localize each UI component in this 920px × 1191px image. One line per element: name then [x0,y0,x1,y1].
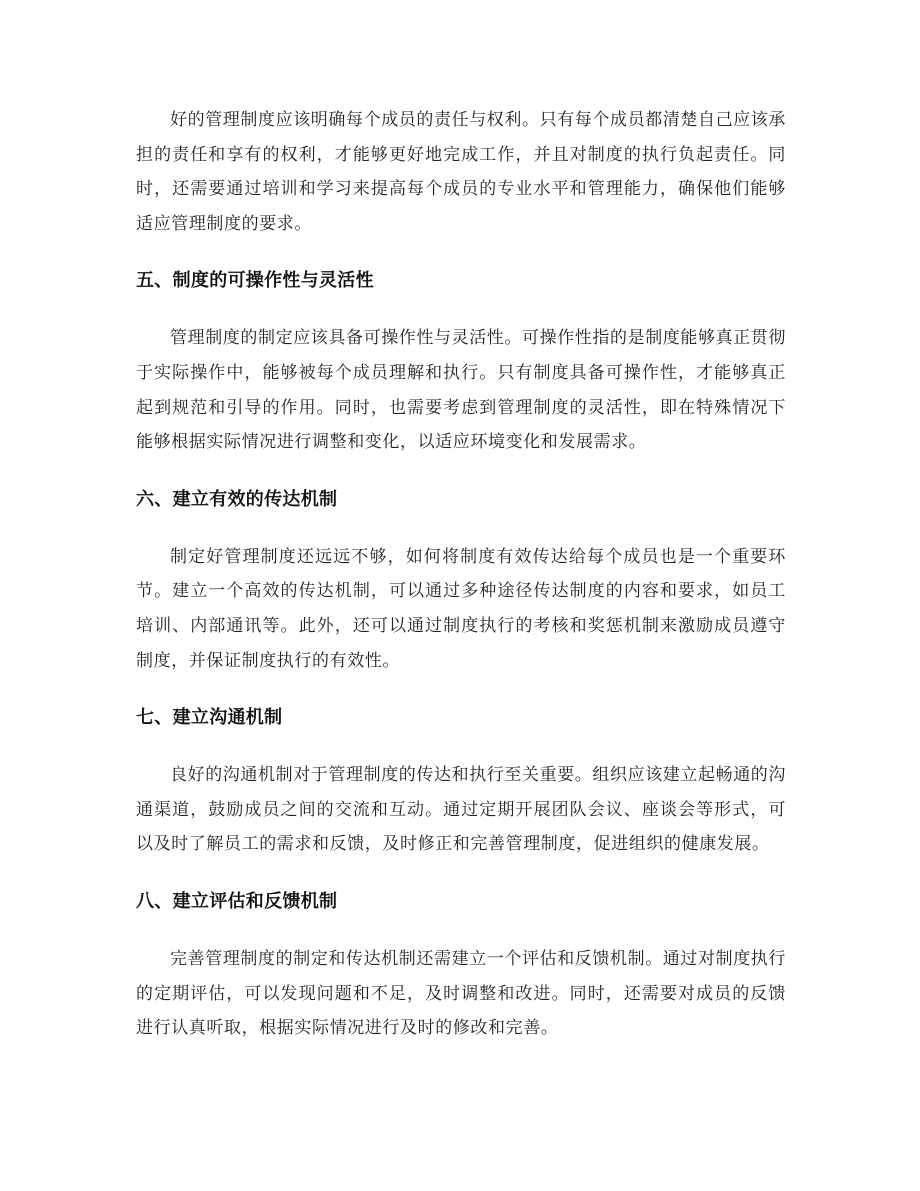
section-heading-5: 五、制度的可操作性与灵活性 [136,270,374,292]
section-body-5: 管理制度的制定应该具备可操作性与灵活性。可操作性指的是制度能够真正贯彻于实际操作中，能够被每个成员理解和执行。只有制度具备可操作性，才能够真正起到规范和引导的作用。同时，也需要考虑到管理制度的灵活性，即在特殊情况下能够根据实际情况进行调整和变化，以适应环境变化和发展需求。 [136,328,786,453]
section-heading-7: 七、建立沟通机制 [136,707,283,729]
section-heading-8: 八、建立评估和反馈机制 [136,890,338,912]
section-body-7: 良好的沟通机制对于管理制度的传达和执行至关重要。组织应该建立起畅通的沟通渠道，鼓励成员之间的交流和互动。通过定期开展团队会议、座谈会等形式，可以及时了解员工的需求和反馈，及时修正和完善管理制度，促进组织的健康发展。 [136,765,786,855]
section-body-8: 完善管理制度的制定和传达机制还需建立一个评估和反馈机制。通过对制度执行的定期评估，可以发现问题和不足，及时调整和改进。同时，还需要对成员的反馈进行认真听取，根据实际情况进行及时的修改和完善。 [136,948,786,1039]
section-body-6: 制定好管理制度还远远不够，如何将制度有效传达给每个成员也是一个重要环节。建立一个高效的传达机制，可以通过多种途径传达制度的内容和要求，如员工培训、内部通讯等。此外，还可以通过制度执行的考核和奖惩机制来激励成员遵守制度，并保证制度执行的有效性。 [136,546,786,671]
section-heading-6: 六、建立有效的传达机制 [136,488,338,510]
document-content [136,103,786,1046]
intro-paragraph: 好的管理制度应该明确每个成员的责任与权利。只有每个成员都清楚自己应该承担的责任和享有的权利，才能够更好地完成工作，并且对制度的执行负起责任。同时，还需要通过培训和学习来提高每个成员的专业水平和管理能力，确保他们能够适应管理制度的要求。 [136,110,786,234]
